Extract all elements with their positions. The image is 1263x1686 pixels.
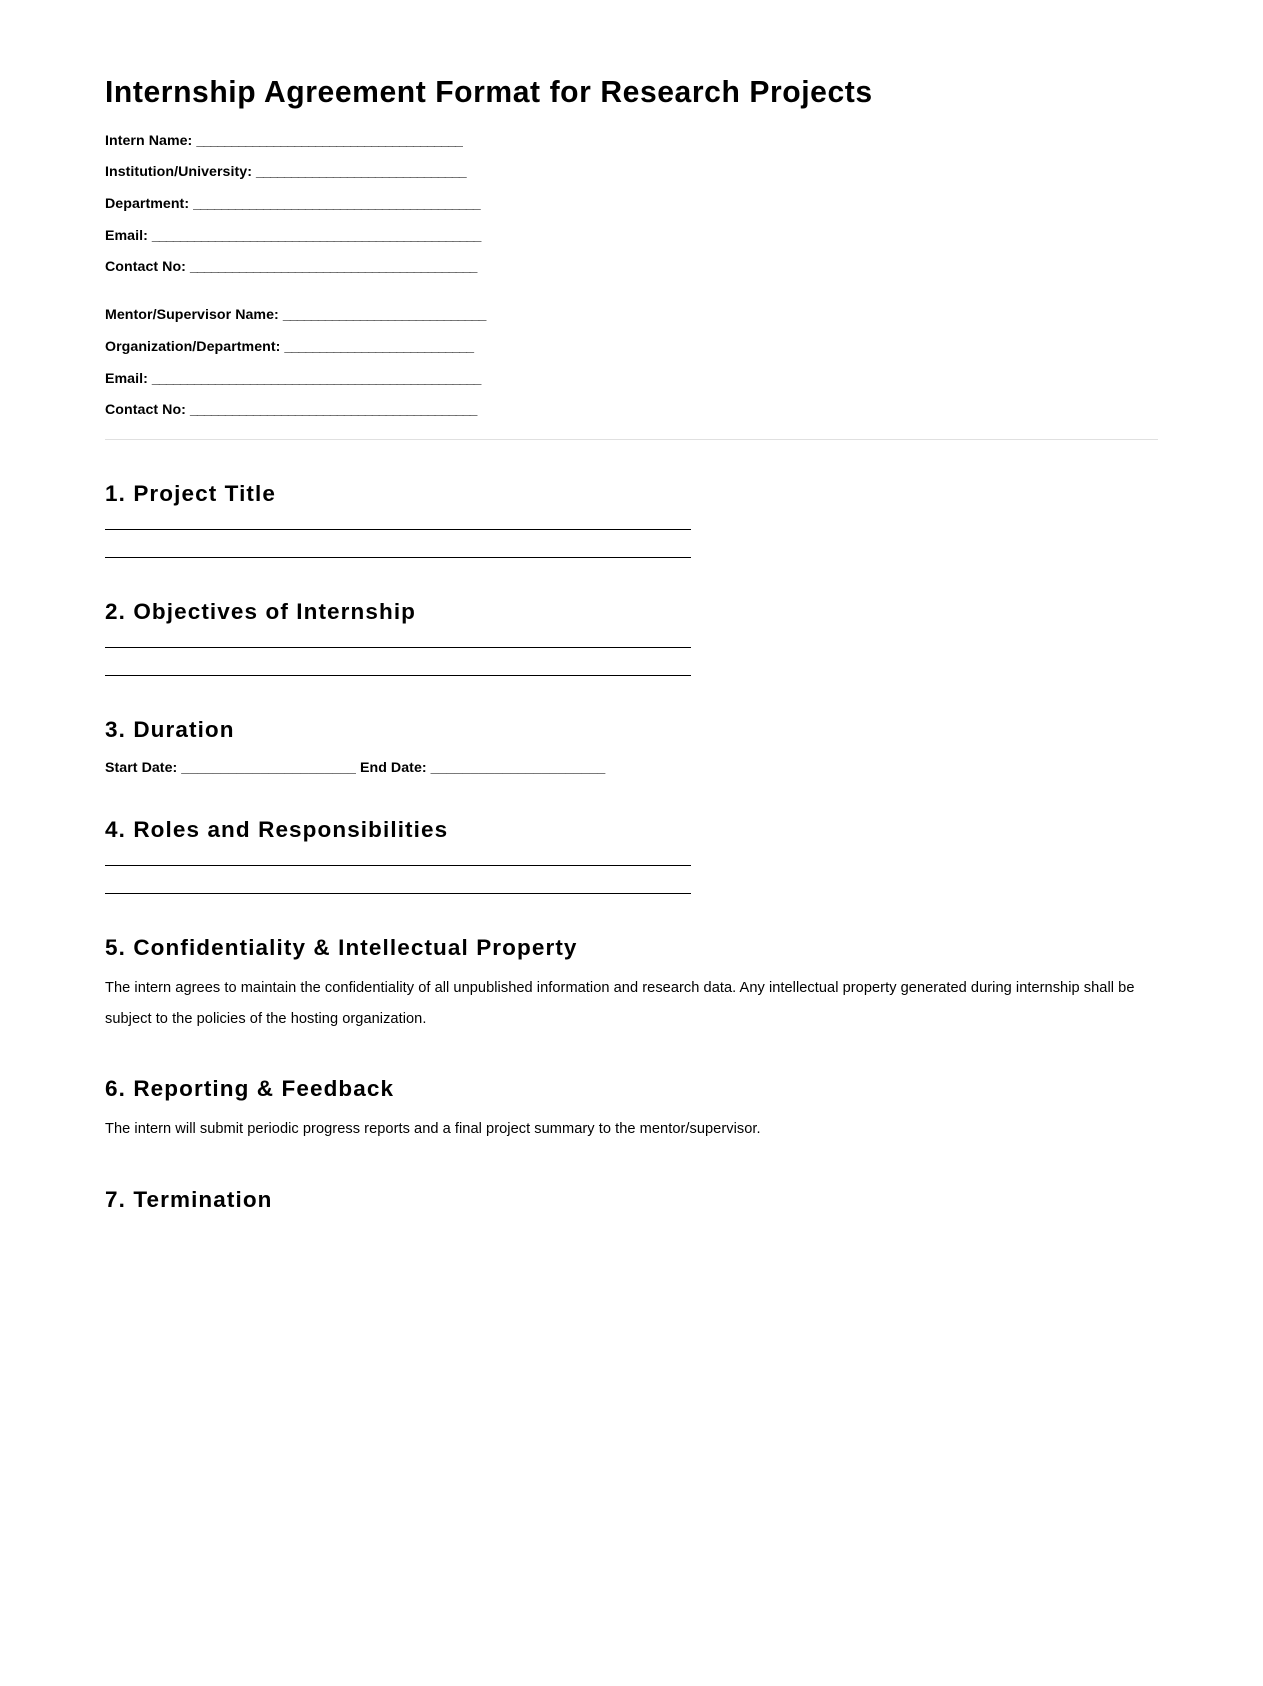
- field-label: Contact No:: [105, 402, 186, 419]
- field-label: Email:: [105, 227, 148, 244]
- answer-lines-project-title: [105, 529, 1158, 558]
- field-group-spacer: [105, 292, 1158, 308]
- field-intern-contact-no[interactable]: [105, 260, 1158, 274]
- field-label: Contact No:: [105, 259, 186, 276]
- field-label: Intern Name:: [105, 132, 193, 149]
- field-blank-rule: _______________________________________________: [151, 227, 481, 244]
- field-mentor-email[interactable]: [105, 372, 1158, 386]
- field-organization-department[interactable]: [105, 340, 1158, 354]
- field-department[interactable]: [105, 197, 1158, 211]
- field-blank-rule: _________________________________________: [189, 259, 477, 276]
- section-heading-confidentiality: 5. Confidentiality & Intellectual Property: [105, 934, 578, 960]
- section-divider: [105, 439, 1158, 440]
- field-intern-email[interactable]: [105, 229, 1158, 243]
- end-date-blank-rule[interactable]: ______________________: [430, 760, 606, 777]
- field-institution-university[interactable]: [105, 165, 1158, 179]
- field-label: Email:: [105, 370, 148, 387]
- intern-details-block: [105, 134, 1158, 275]
- field-label: Organization/Department:: [105, 338, 281, 355]
- section-body-confidentiality: The intern agrees to maintain the confidentiality of all unpublished information and research data. Any intellectual property generated during internship shall be subject to the policies of the hosting organization.: [105, 979, 1135, 1028]
- field-mentor-contact-no[interactable]: [105, 403, 1158, 417]
- field-intern-name[interactable]: [105, 134, 1158, 148]
- section-heading-project-title: 1. Project Title: [105, 481, 276, 507]
- field-label: Institution/University:: [105, 164, 252, 181]
- field-blank-rule: _____________________________: [282, 307, 486, 324]
- answer-line[interactable]: [105, 529, 691, 530]
- field-blank-rule: ______________________________: [255, 164, 466, 181]
- section-heading-reporting: 6. Reporting & Feedback: [105, 1076, 395, 1102]
- page-title: Internship Agreement Format for Research Projects: [105, 74, 873, 109]
- field-blank-rule: ___________________________: [284, 338, 474, 355]
- field-blank-rule: _________________________________________: [189, 402, 477, 419]
- answer-line[interactable]: [105, 647, 691, 648]
- field-label: Mentor/Supervisor Name:: [105, 307, 279, 324]
- section-heading-duration: 3. Duration: [105, 717, 235, 743]
- answer-lines-roles: [105, 865, 1158, 894]
- duration-date-row: [105, 761, 1158, 775]
- field-label: Department:: [105, 196, 190, 213]
- answer-lines-objectives: [105, 647, 1158, 676]
- field-blank-rule: ______________________________________: [196, 132, 462, 149]
- start-date-label: Start Date:: [105, 760, 178, 777]
- answer-line[interactable]: [105, 557, 691, 558]
- mentor-details-block: [105, 308, 1158, 417]
- answer-line[interactable]: [105, 893, 691, 894]
- answer-line[interactable]: [105, 675, 691, 676]
- section-body-reporting: The intern will submit periodic progress reports and a final project summary to the mentor/supervisor.: [105, 1121, 761, 1138]
- field-blank-rule: _________________________________________: [193, 196, 480, 213]
- section-heading-roles: 4. Roles and Responsibilities: [105, 816, 449, 842]
- field-mentor-supervisor-name[interactable]: [105, 308, 1158, 322]
- answer-line[interactable]: [105, 865, 691, 866]
- section-heading-termination: 7. Termination: [105, 1186, 273, 1212]
- field-blank-rule: _______________________________________________: [151, 370, 481, 387]
- end-date-label: End Date:: [360, 760, 427, 777]
- start-date-blank-rule[interactable]: ______________________: [181, 760, 356, 777]
- section-heading-objectives: 2. Objectives of Internship: [105, 599, 417, 625]
